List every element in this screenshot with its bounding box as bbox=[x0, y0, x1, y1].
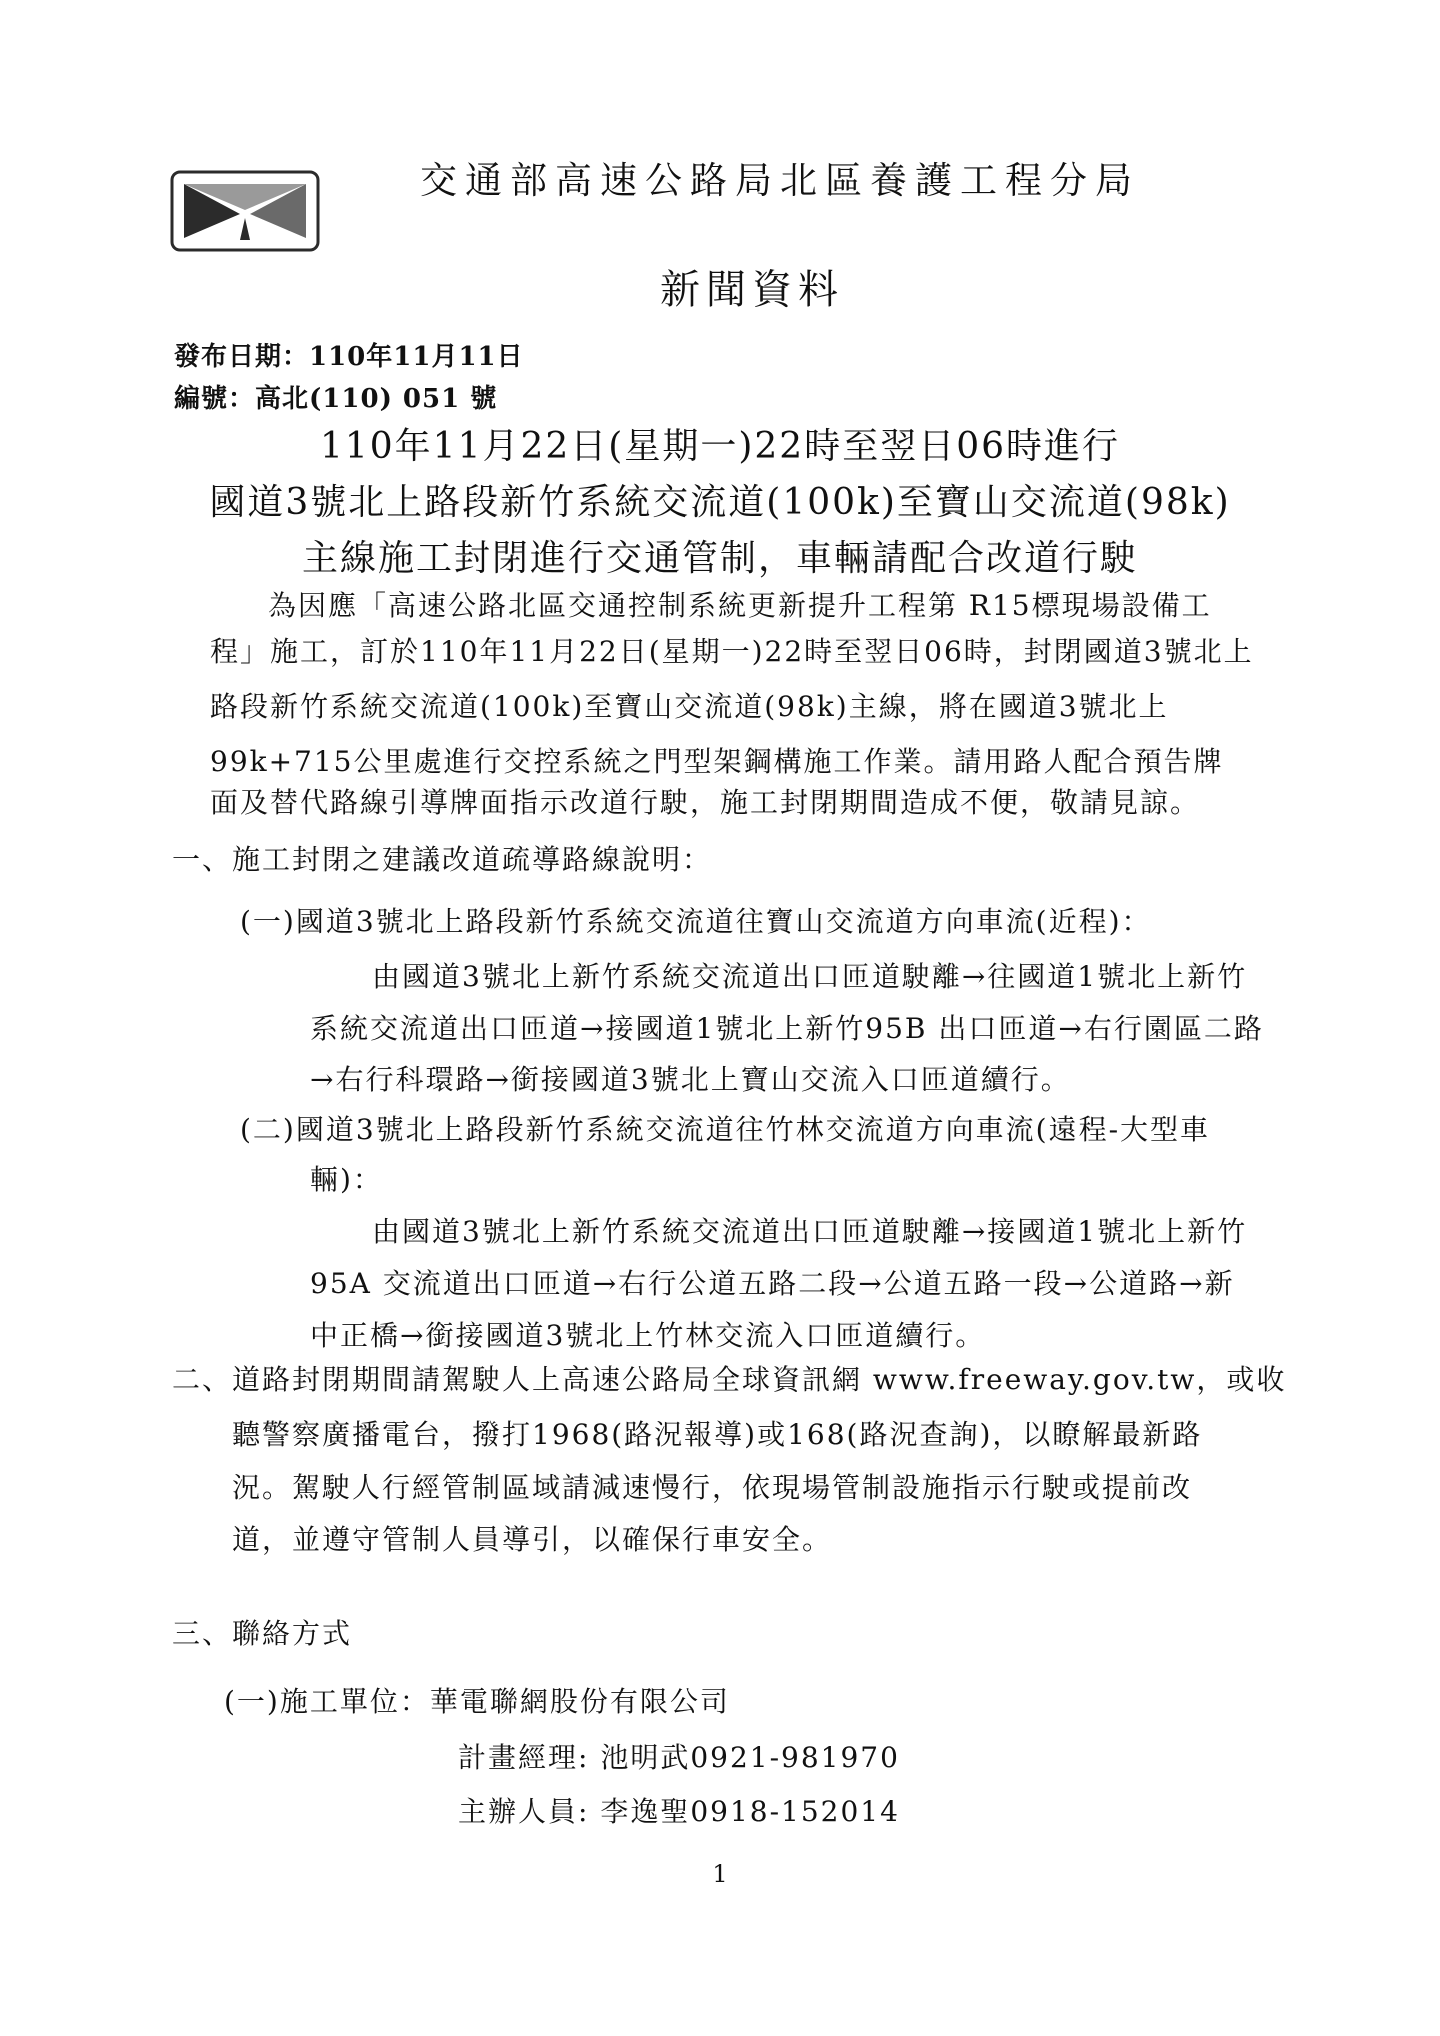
officer-contact: 主辦人員: 李逸聖0918-152014 bbox=[458, 1795, 900, 1828]
agency-logo bbox=[170, 170, 320, 252]
release-date: 發布日期：110年11月11日 bbox=[174, 342, 524, 372]
headline-line: 國道3號北上路段新竹系統交流道(100k)至寶山交流道(98k) bbox=[209, 482, 1231, 523]
notice-line: 況。駕駛人行經管制區域請減速慢行，依現場管制設施指示行駛或提前改 bbox=[232, 1471, 1193, 1504]
route-title: (二)國道3號北上路段新竹系統交流道往竹林交流道方向車流(遠程-大型車 bbox=[240, 1113, 1211, 1146]
route-line: →右行科環路→銜接國道3號北上寶山交流入口匝道續行。 bbox=[310, 1063, 1071, 1096]
organization-name: 交通部高速公路局北區養護工程分局 bbox=[420, 159, 1140, 202]
route-title: (一)國道3號北上路段新竹系統交流道往寶山交流道方向車流(近程)： bbox=[240, 905, 1152, 938]
route-line: 中正橋→銜接國道3號北上竹林交流入口匝道續行。 bbox=[310, 1319, 986, 1352]
document-number: 編號：高北(110) 051 號 bbox=[174, 384, 498, 414]
headline-line: 主線施工封閉進行交通管制，車輛請配合改道行駛 bbox=[301, 538, 1138, 579]
section-heading: 三、聯絡方式 bbox=[172, 1617, 353, 1650]
notice-line: 聽警察廣播電台，撥打1968(路況報導)或168(路況查詢)，以瞭解最新路 bbox=[232, 1418, 1203, 1451]
route-line: 由國道3號北上新竹系統交流道出口匝道駛離→往國道1號北上新竹 bbox=[372, 960, 1248, 993]
notice-line: 道，並遵守管制人員導引，以確保行車安全。 bbox=[232, 1523, 833, 1556]
route-line: 系統交流道出口匝道→接國道1號北上新竹95B 出口匝道→右行園區二路 bbox=[310, 1012, 1264, 1045]
intro-line: 99k+715公里處進行交控系統之門型架鋼構施工作業。請用路人配合預告牌 bbox=[210, 745, 1224, 778]
route-line: 95A 交流道出口匝道→右行公道五路二段→公道五路一段→公道路→新 bbox=[310, 1267, 1235, 1300]
route-line: 由國道3號北上新竹系統交流道出口匝道駛離→接國道1號北上新竹 bbox=[372, 1215, 1248, 1248]
section-heading: 一、施工封閉之建議改道疏導路線說明： bbox=[172, 843, 713, 876]
intro-line: 路段新竹系統交流道(100k)至寶山交流道(98k)主線，將在國道3號北上 bbox=[210, 690, 1169, 723]
intro-line: 為因應「高速公路北區交通控制系統更新提升工程第 R15標現場設備工 bbox=[268, 589, 1212, 622]
document-title: 新聞資料 bbox=[660, 267, 844, 313]
route-title-continued: 輛)： bbox=[310, 1163, 383, 1196]
intro-line: 面及替代路線引導牌面指示改道行駛，施工封閉期間造成不便，敬請見諒。 bbox=[210, 786, 1201, 819]
intro-line: 程」施工，訂於110年11月22日(星期一)22時至翌日06時，封閉國道3號北上 bbox=[210, 635, 1254, 668]
notice-line: 二、道路封閉期間請駕駛人上高速公路局全球資訊網 www.freeway.gov.tw，或收 bbox=[172, 1363, 1287, 1396]
project-manager-contact: 計畫經理: 池明武0921-981970 bbox=[458, 1741, 900, 1774]
headline-line: 110年11月22日(星期一)22時至翌日06時進行 bbox=[319, 426, 1121, 467]
contractor-line: (一)施工單位：華電聯網股份有限公司 bbox=[224, 1685, 730, 1718]
page-number: 1 bbox=[712, 1860, 728, 1888]
